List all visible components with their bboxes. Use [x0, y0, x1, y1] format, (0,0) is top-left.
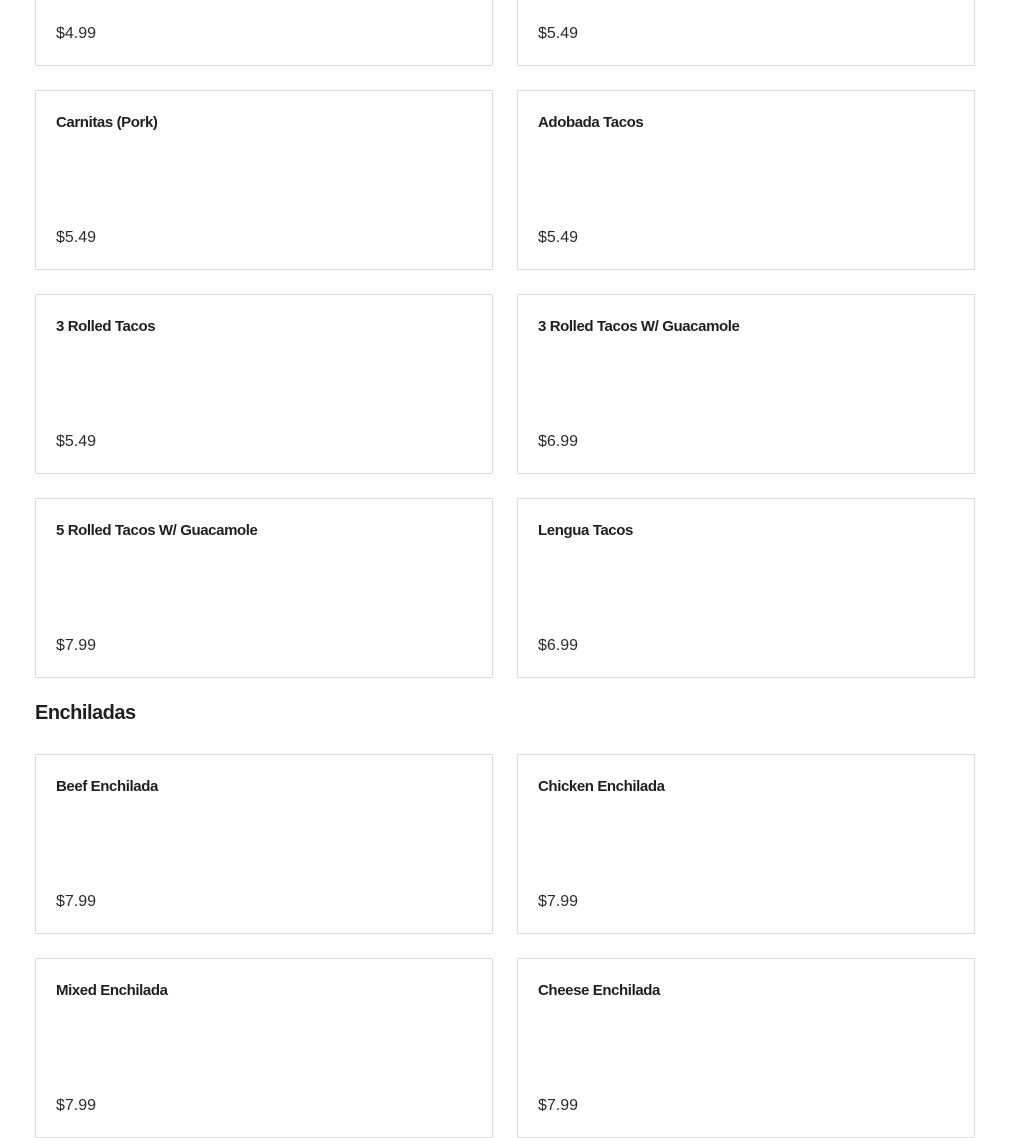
item-name: Adobada Tacos — [538, 114, 644, 131]
item-name: Mixed Enchilada — [56, 982, 168, 999]
item-price: $4.99 — [56, 25, 97, 42]
item-price: $5.49 — [538, 25, 579, 42]
menu-item-card[interactable] — [517, 754, 975, 934]
menu-item-card[interactable] — [35, 754, 493, 934]
item-name: Beef Enchilada — [56, 778, 158, 795]
item-name: 5 Rolled Tacos W/ Guacamole — [56, 522, 258, 539]
menu-item-card[interactable] — [517, 90, 975, 270]
item-price: $6.99 — [538, 637, 579, 654]
menu-item-card[interactable] — [35, 90, 493, 270]
item-price: $7.99 — [538, 1097, 579, 1114]
menu-item-card[interactable] — [517, 958, 975, 1138]
item-price: $5.49 — [56, 229, 97, 246]
section-title-enchiladas: Enchiladas — [35, 702, 136, 724]
menu-item-card[interactable] — [35, 0, 493, 66]
item-price: $5.49 — [56, 433, 97, 450]
item-price: $7.99 — [538, 893, 579, 910]
item-name: 3 Rolled Tacos W/ Guacamole — [538, 318, 740, 335]
menu-item-card[interactable] — [517, 498, 975, 678]
item-name: Lengua Tacos — [538, 522, 633, 539]
menu-item-card[interactable] — [35, 294, 493, 474]
item-price: $5.49 — [538, 229, 579, 246]
menu-item-card[interactable] — [35, 498, 493, 678]
menu-item-card[interactable] — [517, 294, 975, 474]
item-name: Carnitas (Pork) — [56, 114, 158, 131]
item-price: $6.99 — [538, 433, 579, 450]
menu-item-card[interactable] — [517, 0, 975, 66]
item-name: Chicken Enchilada — [538, 778, 665, 795]
item-name: Cheese Enchilada — [538, 982, 660, 999]
item-name: 3 Rolled Tacos — [56, 318, 156, 335]
item-price: $7.99 — [56, 893, 97, 910]
item-price: $7.99 — [56, 637, 97, 654]
menu-item-card[interactable] — [35, 958, 493, 1138]
item-price: $7.99 — [56, 1097, 97, 1114]
